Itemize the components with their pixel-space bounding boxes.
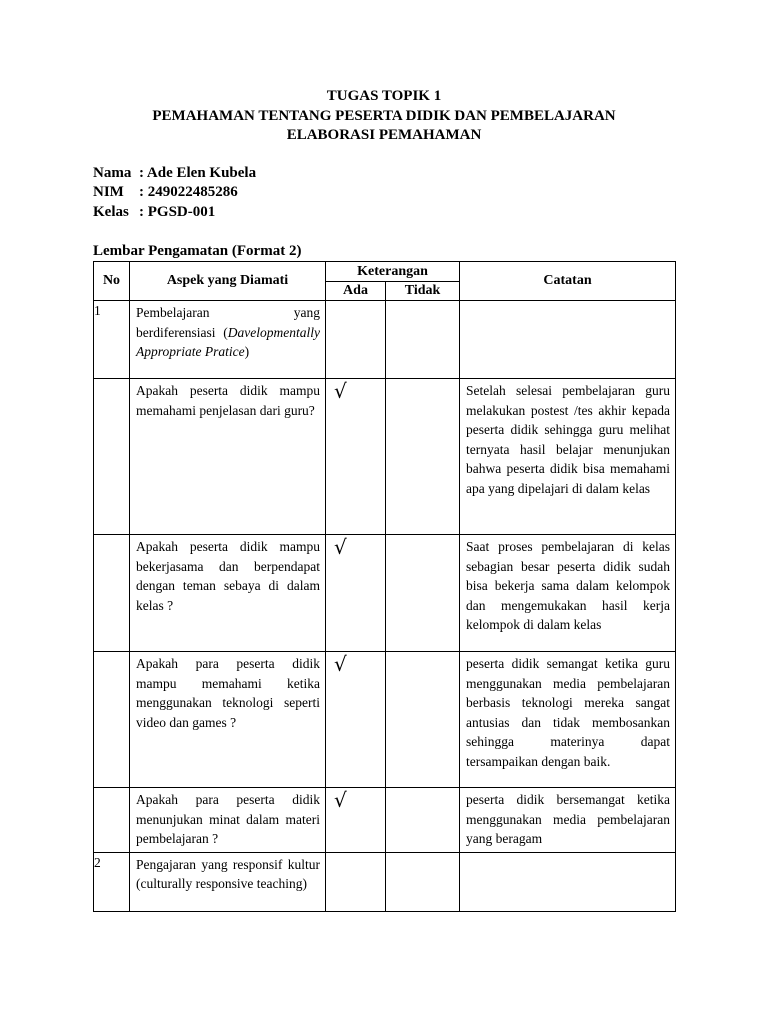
- header-remarks: Keterangan: [326, 262, 460, 282]
- section-title-lead: Pembelajaran yang berdiferensiasi (: [136, 305, 320, 340]
- class-value: : PGSD-001: [139, 204, 216, 220]
- ada-cell: [326, 788, 386, 853]
- tidak-cell: [386, 301, 460, 379]
- note-text: Setelah selesai pembelajaran guru melakukan postest /tes akhir kepada peserta didik sehingga guru melihat ternyata hasil belajar menunjukan bahwa peserta didik bisa memahami apa yang dipelajari di dalam kelas: [466, 383, 671, 496]
- ada-cell: [326, 301, 386, 379]
- note-text: peserta didik bersemangat ketika menggunakan media pembelajaran yang beragam: [466, 792, 671, 846]
- tidak-cell: [386, 852, 460, 911]
- nim-label: NIM: [93, 184, 124, 200]
- header-ada: Ada: [326, 282, 386, 301]
- aspect-cell: [130, 535, 326, 652]
- ada-cell: [326, 379, 386, 535]
- section-number: 1: [94, 301, 130, 379]
- check-mark-icon: √: [334, 652, 347, 676]
- note-cell: [460, 535, 676, 652]
- note-cell: [460, 652, 676, 788]
- header-no: No: [94, 262, 130, 301]
- aspect-text: Apakah para peserta didik mampu memahami ketika menggunakan teknologi seperti video dan games ?: [136, 656, 320, 730]
- section-row-1: [94, 301, 676, 379]
- ada-cell: [326, 652, 386, 788]
- doc-subtitle-2: ELABORASI PEMAHAMAN: [286, 127, 482, 143]
- nim-value: : 249022485286: [139, 184, 238, 200]
- header-aspect: Aspek yang Diamati: [130, 262, 326, 301]
- section-title-italic: Davelopmentally Appropriate Pratice: [136, 324, 320, 359]
- aspect-text: Apakah peserta didik mampu memahami penjelasan dari guru?: [136, 383, 320, 418]
- check-mark-icon: √: [334, 379, 347, 403]
- number-cell: [94, 652, 130, 788]
- student-name: [93, 163, 256, 183]
- ada-cell: [326, 852, 386, 911]
- table-caption: Lembar Pengamatan (Format 2): [93, 243, 302, 259]
- note-cell: [460, 852, 676, 911]
- name-label: Nama: [93, 165, 132, 181]
- table-row: [94, 788, 676, 853]
- tidak-cell: [386, 652, 460, 788]
- number-cell: [94, 379, 130, 535]
- header-notes: Catatan: [460, 262, 676, 301]
- table-row: [94, 379, 676, 535]
- note-text: peserta didik semangat ketika guru menggunakan media pembelajaran berbasis teknologi mereka sangat antusias dan tidak membosankan sehingga materinya dapat tersampaikan dengan baik.: [466, 656, 671, 769]
- check-mark-icon: √: [334, 788, 347, 812]
- section-title: [130, 301, 326, 379]
- student-class: [93, 202, 215, 222]
- section-title-text: Pengajaran yang responsif kultur (culturally responsive teaching): [136, 856, 320, 891]
- table-row: [94, 652, 676, 788]
- student-nim: [93, 182, 238, 202]
- table-row: [94, 535, 676, 652]
- aspect-text: Apakah peserta didik mampu bekerjasama dan berpendapat dengan teman sebaya di dalam kelas ?: [136, 539, 320, 613]
- section-title-tail: ): [244, 344, 250, 359]
- class-label: Kelas: [93, 204, 129, 220]
- doc-title: TUGAS TOPIK 1: [326, 88, 442, 104]
- header-tidak: Tidak: [386, 282, 460, 301]
- number-cell: [94, 788, 130, 853]
- table-header-row: [94, 262, 676, 282]
- tidak-cell: [386, 379, 460, 535]
- note-text: Saat proses pembelajaran di kelas sebagian besar peserta didik sudah bisa bekerja sama dalam kelompok dan mengemukakan hasil kerja kelompok di dalam kelas: [466, 539, 671, 632]
- section-title: [130, 852, 326, 911]
- section-row-2: [94, 852, 676, 911]
- observation-table: [93, 261, 676, 912]
- doc-subtitle: PEMAHAMAN TENTANG PESERTA DIDIK DAN PEMBELAJARAN: [152, 108, 616, 124]
- tidak-cell: [386, 788, 460, 853]
- check-mark-icon: √: [334, 535, 347, 559]
- number-cell: [94, 535, 130, 652]
- aspect-cell: [130, 652, 326, 788]
- name-value: : Ade Elen Kubela: [139, 165, 257, 181]
- ada-cell: [326, 535, 386, 652]
- aspect-cell: [130, 788, 326, 853]
- aspect-cell: [130, 379, 326, 535]
- note-cell: [460, 301, 676, 379]
- note-cell: [460, 788, 676, 853]
- note-cell: [460, 379, 676, 535]
- tidak-cell: [386, 535, 460, 652]
- section-number: 2: [94, 852, 130, 911]
- aspect-text: Apakah para peserta didik menunjukan minat dalam materi pembelajaran ?: [136, 792, 320, 846]
